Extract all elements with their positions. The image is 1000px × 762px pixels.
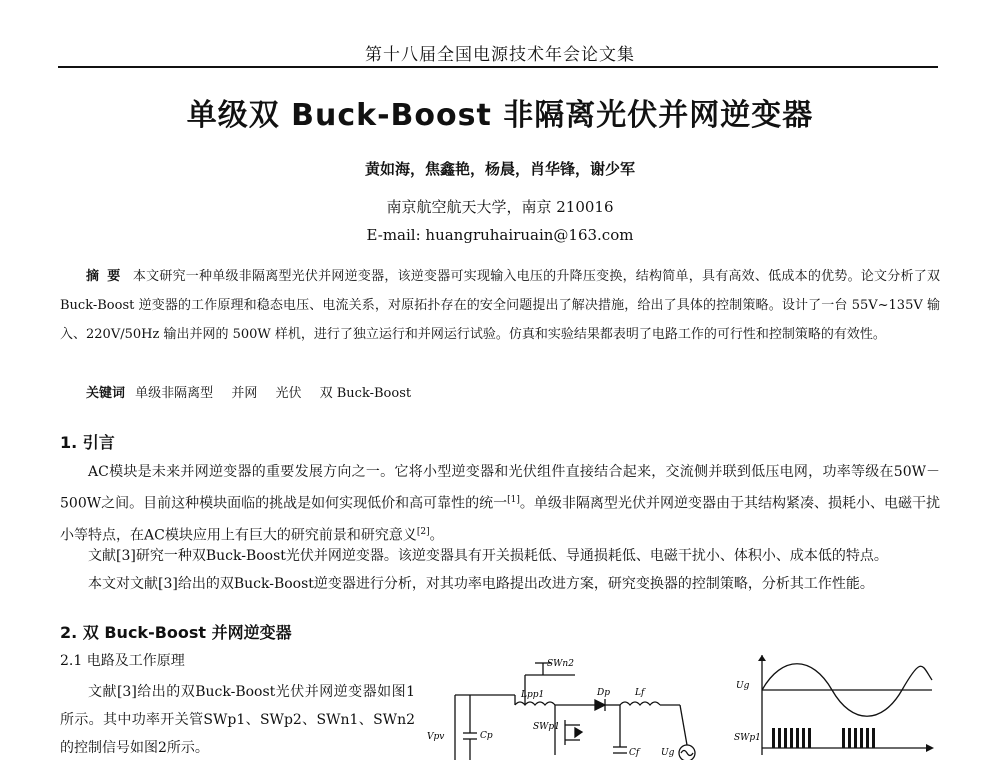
keyword: 光伏 bbox=[275, 386, 302, 401]
section-2-paragraph-1: 文献[3]给出的双Buck-Boost光伏并网逆变器如图1所示。其中功率开关管SWp1、SWp2、SWn1、SWn2的控制信号如图2所示。 bbox=[60, 684, 415, 756]
sw-pulse-train bbox=[772, 728, 875, 748]
p1-text-a: AC模块是未来并网逆变器的重要发展方向之一。它将小型逆变器和光伏组件直接结合起来，交流侧并联到低压电网，功率等级在50W－500W之间。目前这种模块面临的挑战是如何实现低价和高可靠性的统一 bbox=[60, 464, 940, 512]
keywords-label: 关键词 bbox=[86, 386, 126, 401]
proceedings-header: 第十八届全国电源技术年会论文集 bbox=[365, 45, 635, 65]
label-c-p: Cp bbox=[480, 731, 493, 741]
authors: 黄如海，焦鑫艳，杨晨，肖华锋，谢少军 bbox=[364, 160, 635, 178]
abstract-text: 本文研究一种单级非隔离型光伏并网逆变器，该逆变器可实现输入电压的升降压变换，结构简单，具有高效、低成本的优势。论文分析了双 Buck-Boost 逆变器的工作原理和稳态电压、电流关系，对原拓扑存在的安全问题提出了解决措施，给出了具体的控制策略。设计了一台 55V~135V 输入、220V/50Hz 输出并网的 500W 样机，进行了独立运行和并网运行试验。仿真和实验结果都表明了电路工作的可行性和控制策略的有效性。 bbox=[60, 269, 940, 342]
keyword: 单级非隔离型 bbox=[135, 386, 214, 401]
p1-text-b: 。单级非隔离型光伏并网逆变器由于其结构紧凑、损耗小、电磁干扰小等特点，在AC模块应用上有巨大的研究前景和研究意义 bbox=[60, 495, 940, 544]
figure-1-circuit bbox=[425, 655, 715, 760]
section-1-paragraph-3: 本文对文献[3]给出的双Buck-Boost逆变器进行分析，对其功率电路提出改进方案，研究变换器的控制策略，分析其工作性能。 bbox=[88, 576, 874, 592]
label-sw-n2: SWn2 bbox=[547, 659, 574, 669]
section-1-heading: 1. 引言 bbox=[60, 433, 115, 452]
abstract-label: 摘要 bbox=[86, 269, 129, 284]
figure-2-waveforms bbox=[722, 655, 937, 760]
label-v-pv: Vpv bbox=[427, 732, 445, 742]
keyword: 双 Buck-Boost bbox=[319, 386, 412, 401]
subsection-2-1-heading: 2.1 电路及工作原理 bbox=[60, 653, 185, 669]
affiliation: 南京航空航天大学，南京 210016 bbox=[386, 198, 614, 216]
email: E-mail: huangruhairuain@163.com bbox=[366, 226, 634, 244]
label-l-f: Lf bbox=[635, 688, 645, 698]
keyword: 并网 bbox=[231, 386, 258, 401]
label-wave-u-g: Ug bbox=[736, 681, 750, 691]
paper-title: 单级双 Buck-Boost 非隔离光伏并网逆变器 bbox=[186, 98, 814, 133]
header-rule bbox=[58, 66, 938, 68]
label-l-pp1: Lpp1 bbox=[521, 690, 545, 700]
section-2-heading: 2. 双 Buck-Boost 并网逆变器 bbox=[60, 623, 292, 642]
abstract bbox=[60, 262, 940, 349]
ref-1: [1] bbox=[507, 495, 520, 505]
label-u-g: Ug bbox=[661, 748, 675, 758]
label-d-p: Dp bbox=[597, 688, 610, 698]
label-sw-p1: SWp1 bbox=[533, 722, 560, 732]
section-1-paragraph-2: 文献[3]研究一种双Buck-Boost光伏并网逆变器。该逆变器具有开关损耗低、导通损耗低、电磁干扰小、体积小、成本低的特点。 bbox=[88, 548, 888, 564]
label-c-f: Cf bbox=[629, 748, 640, 758]
ref-2: [2] bbox=[416, 526, 430, 537]
keywords bbox=[86, 382, 425, 401]
p1-text-c: 。 bbox=[429, 527, 444, 544]
section-1-paragraph-1 bbox=[60, 458, 940, 549]
label-wave-sw-p1: SWp1 bbox=[734, 733, 761, 743]
